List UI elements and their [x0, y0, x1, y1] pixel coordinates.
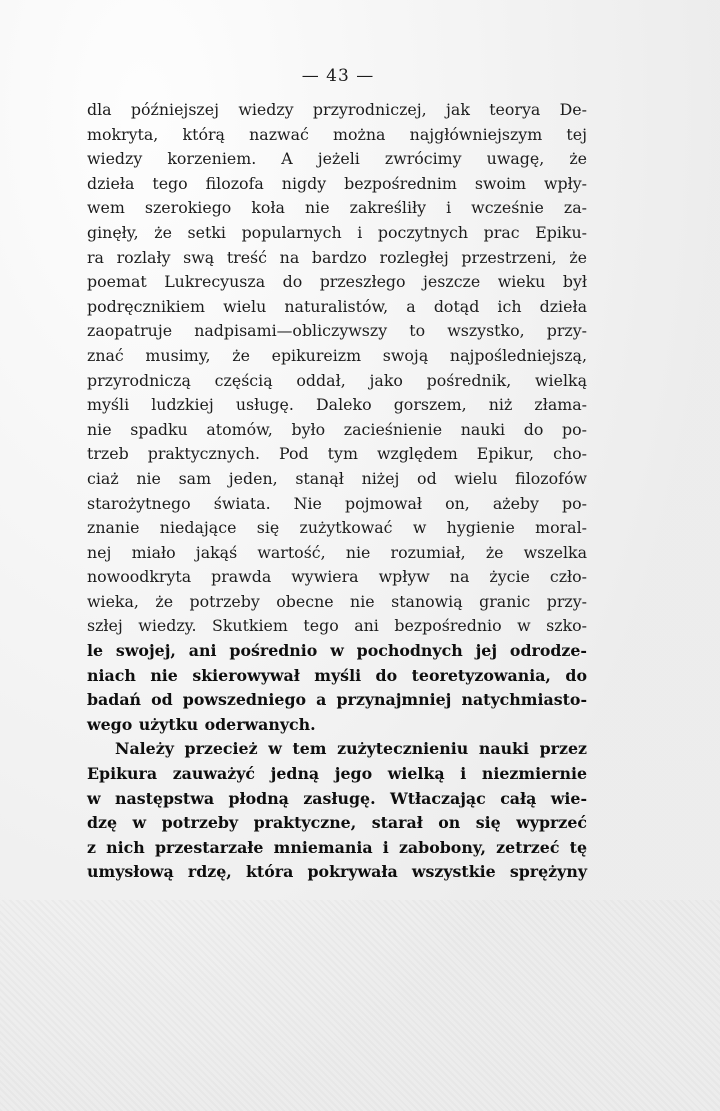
text-line: znać musimy, że epikureizm swoją najpośledniejszą,: [87, 345, 587, 365]
text-line: starożytnego świata. Nie pojmował on, ażeby po-: [87, 493, 587, 513]
text-line: wieka, że potrzeby obecne nie stanowią granic przy-: [87, 591, 587, 611]
text-line: w następstwa płodną zasługę. Wtłaczając całą wie-: [87, 788, 587, 808]
text-line: myśli ludzkiej usługę. Daleko gorszem, niż złama-: [87, 395, 587, 415]
text-line: umysłową rdzę, która pokrywała wszystkie sprężyny: [87, 862, 587, 882]
text-line: dla późniejszej wiedzy przyrodniczej, jak teorya De-: [87, 100, 587, 119]
text-line: Należy przecież w tem zużytecznieniu nauki przez: [115, 739, 587, 759]
text-line: wiedzy korzeniem. A jeżeli zwrócimy uwagę, że: [87, 149, 587, 169]
text-line: nowoodkryta prawda wywiera wpływ na życie czło-: [87, 567, 587, 587]
page-texture: [0, 900, 720, 1111]
text-line: wego użytku oderwanych.: [87, 714, 316, 734]
paragraph-1: [87, 98, 587, 737]
text-line: Epikura zauważyć jedną jego wielką i niezmiernie: [87, 764, 587, 784]
text-line: przyrodniczą częścią oddał, jako pośrednik, wielką: [87, 370, 587, 390]
text-line: ra rozlały swą treść na bardzo rozległej przestrzeni, że: [87, 247, 587, 267]
text-line: podręcznikiem wielu naturalistów, a dotąd ich dzieła: [87, 296, 587, 316]
text-line: nie spadku atomów, było zacieśnienie nauki do po-: [87, 419, 587, 439]
body-text: [87, 98, 587, 885]
text-line: niach nie skierowywał myśli do teoretyzowania, do: [87, 665, 587, 685]
text-line: badań od powszedniego a przynajmniej natychmiasto-: [87, 690, 587, 710]
text-line: nej miało jakąś wartość, nie rozumiał, że wszelka: [87, 542, 587, 562]
text-line: mokryta, którą nazwać można najgłówniejszym tej: [87, 124, 587, 144]
text-line: dzę w potrzeby praktyczne, starał on się wyprzeć: [87, 813, 587, 833]
page-number: — 43 —: [301, 66, 375, 86]
text-line: znanie niedające się zużytkować w hygienie moral-: [87, 518, 587, 538]
text-line: z nich przestarzałe mniemania i zabobony, zetrzeć tę: [87, 837, 587, 857]
text-line: zaopatruje nadpisami—obliczywszy to wszystko, przy-: [87, 321, 587, 341]
text-line: le swojej, ani pośrednio w pochodnych jej odrodze-: [87, 641, 587, 661]
paragraph-2: [87, 737, 587, 885]
text-line: poemat Lukrecyusza do przeszłego jeszcze wieku był: [87, 272, 587, 292]
text-line: dzieła tego filozofa nigdy bezpośrednim swoim wpły-: [87, 173, 587, 193]
text-line: wem szerokiego koła nie zakreśliły i wcześnie za-: [87, 198, 587, 218]
text-line: ginęły, że setki popularnych i poczytnych prac Epiku-: [87, 222, 587, 242]
text-line: trzeb praktycznych. Pod tym względem Epikur, cho-: [87, 444, 587, 464]
text-line: ciaż nie sam jeden, stanął niżej od wielu filozofów: [87, 468, 587, 488]
text-line: szłej wiedzy. Skutkiem tego ani bezpośrednio w szko-: [87, 616, 587, 636]
